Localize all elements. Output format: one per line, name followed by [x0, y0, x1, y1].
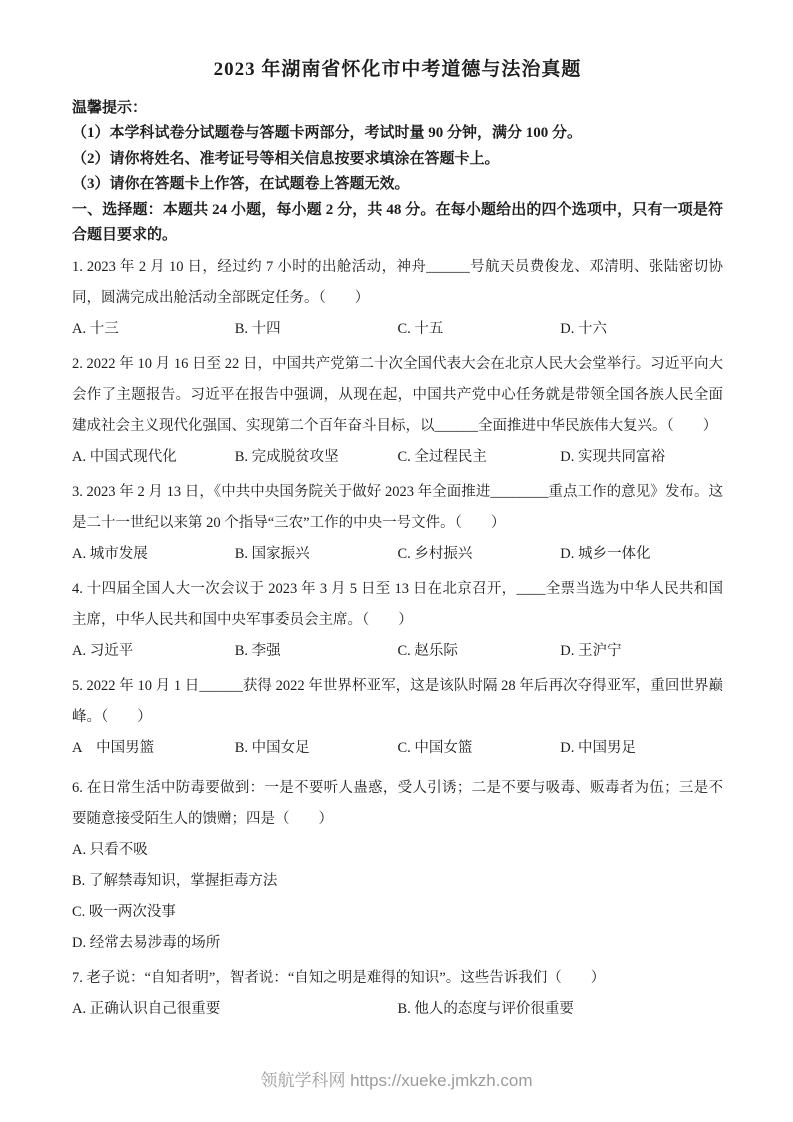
question-2	[72, 349, 723, 473]
option-a: A. 十三	[72, 321, 119, 338]
option-b: B. 了解禁毒知识，掌握拒毒方法	[72, 873, 278, 890]
question-7-stem: 7. 老子说：“自知者明”，智者说：“自知之明是难得的知识”。这些告诉我们（ ）	[72, 970, 606, 987]
question-6-stem: 6. 在日常生活中防毒要做到：一是不要听人蛊惑，受人引诱；二是不要与吸毒、贩毒者为伍；三是不要随意接受陌生人的馈赠；四是（ ）	[72, 780, 723, 828]
question-3	[72, 477, 723, 570]
option-b: B. 完成脱贫攻坚	[234, 449, 339, 466]
option-c: C. 赵乐际	[397, 643, 458, 660]
section-heading: 一、选择题：本题共 24 小题，每小题 2 分，共 48 分。在每小题给出的四个选项中，只有一项是符合题目要求的。	[72, 201, 723, 244]
option-a: A. 城市发展	[72, 546, 148, 563]
option-d: D. 中国男足	[560, 740, 636, 757]
notice-heading: 温馨提示：	[72, 100, 148, 116]
option-b: B. 国家振兴	[234, 546, 310, 563]
option-c: C. 乡村振兴	[397, 546, 473, 563]
option-c: C. 吸一两次没事	[72, 904, 176, 921]
notice-item-1: （1）本学科试卷分试题卷与答题卡两部分，考试时量 90 分钟，满分 100 分。	[72, 125, 583, 142]
notice-item-3: （3）请你在答题卡上作答，在试题卷上答题无效。	[72, 176, 410, 193]
question-2-stem: 2. 2022 年 10 月 16 日至 22 日，中国共产党第二十次全国代表大会在北京人民大会堂举行。习近平向大会作了主题报告。习近平在报告中强调，从现在起，中国共产党中心任务就是带领全国各族人民全面建成社会主义现代化强国、实现第二个百年奋斗目标，以______全面推进中华民族伟大复兴。（ ）	[72, 356, 723, 435]
option-a: A. 中国式现代化	[72, 449, 177, 466]
option-b: B. 十四	[234, 321, 281, 338]
option-d: D. 城乡一体化	[560, 546, 651, 563]
option-b: B. 他人的态度与评价很重要	[397, 1001, 574, 1018]
question-5-options	[72, 733, 723, 764]
option-a: A. 正确认识自己很重要	[72, 1001, 221, 1018]
option-b: B. 中国女足	[234, 740, 310, 757]
question-3-options	[72, 539, 723, 570]
option-d: D. 十六	[560, 321, 607, 338]
question-7	[72, 963, 723, 1025]
option-c: C. 十五	[397, 321, 444, 338]
option-c: C. 全过程民主	[397, 449, 487, 466]
question-1-options	[72, 314, 723, 345]
question-6	[72, 773, 723, 959]
question-5-stem: 5. 2022 年 10 月 1 日______获得 2022 年世界杯亚军，这是该队时隔 28 年后再次夺得亚军，重回世界巅峰。（ ）	[72, 678, 723, 726]
option-d: D. 实现共同富裕	[560, 449, 665, 466]
question-4-options	[72, 636, 723, 667]
option-a: A 中国男篮	[72, 740, 155, 757]
question-4	[72, 574, 723, 667]
question-4-stem: 4. 十四届全国人大一次会议于 2023 年 3 月 5 日至 13 日在北京召开，____全票当选为中华人民共和国主席，中华人民共和国中央军事委员会主席。（ ）	[72, 581, 723, 629]
option-c: C. 中国女篮	[397, 740, 473, 757]
question-7-options	[72, 994, 723, 1025]
question-3-stem: 3. 2023 年 2 月 13 日，《中共中央国务院关于做好 2023 年全面推进________重点工作的意见》发布。这是二十一世纪以来第 20 个指导“三农”工作的中央一号文件。（ ）	[72, 484, 723, 532]
option-d: D. 经常去易涉毒的场所	[72, 935, 221, 952]
question-5	[72, 671, 723, 764]
option-a: A. 只看不吸	[72, 842, 148, 859]
notice-block	[72, 96, 723, 198]
option-a: A. 习近平	[72, 643, 134, 660]
option-d: D. 王沪宁	[560, 643, 622, 660]
option-b: B. 李强	[234, 643, 281, 660]
question-1	[72, 252, 723, 345]
question-1-stem: 1. 2023 年 2 月 10 日，经过约 7 小时的出舱活动，神舟______号航天员费俊龙、邓清明、张陆密切协同，圆满完成出舱活动全部既定任务。（ ）	[72, 259, 723, 307]
question-6-options	[72, 835, 723, 959]
question-2-options	[72, 442, 723, 473]
notice-item-2: （2）请你将姓名、准考证号等相关信息按要求填涂在答题卡上。	[72, 150, 500, 167]
page-title: 2023 年湖南省怀化市中考道德与法治真题	[213, 59, 582, 80]
watermark: 领航学科网 https://xueke.jmkzh.com	[260, 1071, 533, 1090]
